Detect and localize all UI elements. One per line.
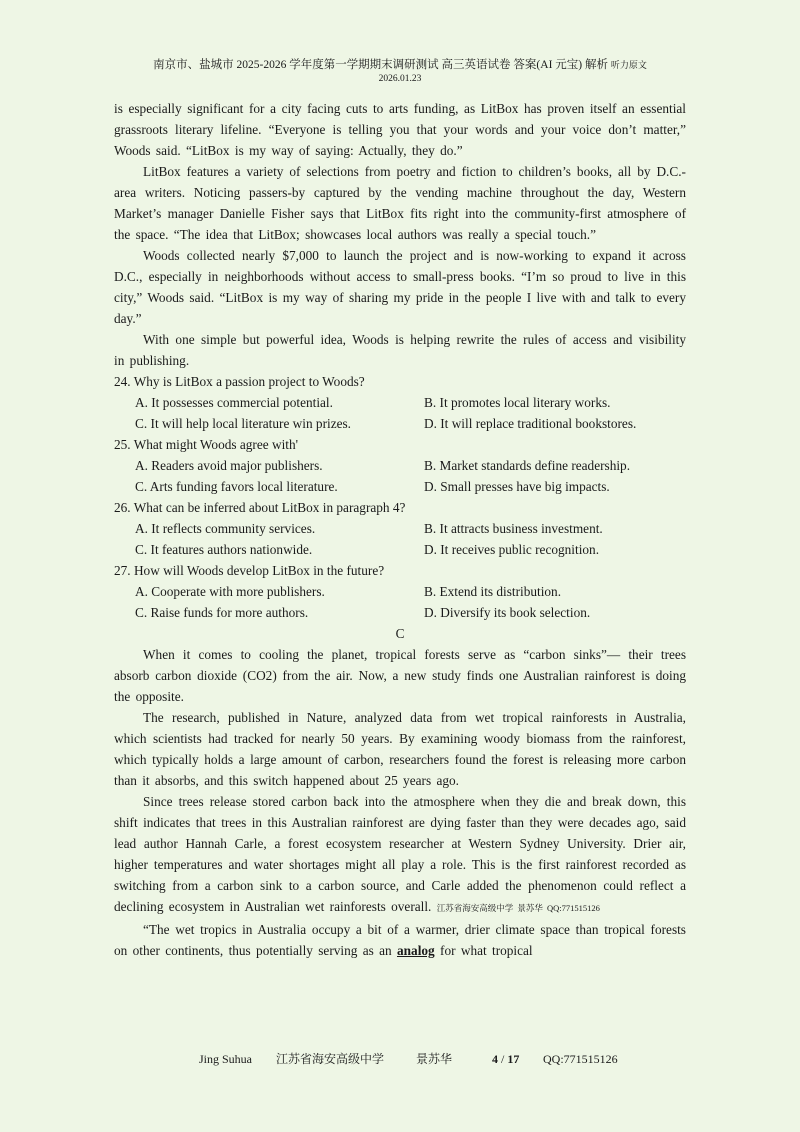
option-row: [114, 581, 686, 602]
question-27: [114, 560, 686, 623]
option-c: C. It features authors nationwide.: [135, 542, 313, 557]
option-b: B. Market standards define readership.: [424, 458, 631, 473]
option-a: A. It reflects community services.: [135, 521, 316, 536]
option-c: C. It will help local literature win prizes.: [135, 416, 352, 431]
page-separator: /: [501, 1052, 505, 1066]
paragraph: [114, 919, 686, 961]
option-c: C. Arts funding favors local literature.: [135, 479, 338, 494]
page-total: 17: [507, 1052, 520, 1066]
question-24: [114, 371, 686, 434]
page-number: [492, 1052, 519, 1066]
page-content: [114, 98, 686, 961]
option-row: [114, 476, 686, 497]
header-date: 2026.01.23: [378, 74, 422, 84]
footer-school: 江苏省海安高级中学: [276, 1052, 385, 1066]
question-stem: 26. What can be inferred about LitBox in paragraph 4?: [114, 500, 406, 515]
section-label: C: [395, 626, 405, 641]
question-25: [114, 434, 686, 497]
paragraph: The research, published in Nature, analyzed data from wet tropical rainforests in Australia, which scientists had tracked for nearly 50 years. By examining woody biomass from the rainforest, which typically holds a large amount of carbon, researchers found the forest is releasing more carbon than it absorbs, and this switch happened about 25 years ago.: [114, 710, 686, 788]
header-title: 南京市、盐城市 2025-2026 学年度第一学期期末调研测试 高三英语试卷 答案(AI 元宝) 解析: [153, 59, 608, 71]
page-header: [0, 58, 800, 86]
option-d: D. Small presses have big impacts.: [424, 479, 610, 494]
question-26: [114, 497, 686, 560]
paragraph: is especially significant for a city facing cuts to arts funding, as LitBox has proven itself an essential grassroots literary lifeline. “Everyone is telling you that your words and your voice don’t matter,” Woods said. “LitBox is my way of saying: Actually, they do.”: [114, 101, 686, 158]
option-b: B. Extend its distribution.: [424, 584, 562, 599]
footer-name-cn: 景苏华: [416, 1052, 453, 1066]
option-a: A. Readers avoid major publishers.: [135, 458, 323, 473]
option-d: D. It receives public recognition.: [424, 542, 600, 557]
paragraph: Woods collected nearly $7,000 to launch the project and is now-working to expand it across D.C., especially in neighborhoods without access to small-press books. “I’m so proud to live in this city,” Woods said. “LitBox is my way of sharing my pride in the people I live with and talk to every day.”: [114, 248, 686, 326]
paragraph-text: for what tropical: [440, 943, 533, 958]
option-a: A. It possesses commercial potential.: [135, 395, 333, 410]
footer-author: Jing Suhua: [199, 1052, 253, 1066]
option-row: [114, 518, 686, 539]
option-row: [114, 413, 686, 434]
option-row: [114, 392, 686, 413]
option-b: B. It attracts business investment.: [424, 521, 603, 536]
header-title-line: [0, 58, 800, 72]
page-current: 4: [492, 1052, 498, 1066]
paragraph: [114, 791, 686, 919]
option-d: D. Diversify its book selection.: [424, 605, 591, 620]
footer-qq: QQ:771515126: [543, 1052, 618, 1066]
option-row: [114, 539, 686, 560]
option-d: D. It will replace traditional bookstores.: [424, 416, 637, 431]
question-stem: 24. Why is LitBox a passion project to Woods?: [114, 374, 365, 389]
paragraph: With one simple but powerful idea, Woods is helping rewrite the rules of access and visibility in publishing.: [114, 332, 686, 368]
watermark-note: 江苏省海安高级中学 景苏华 QQ:771515126: [436, 903, 600, 913]
paragraph-text: “The wet tropics in Australia occupy a bit of a warmer, drier climate space than tropical forests on other continents, thus potentially serving as an: [114, 922, 686, 958]
header-title-small: 听力原文: [610, 60, 647, 70]
option-b: B. It promotes local literary works.: [424, 395, 611, 410]
paragraph: When it comes to cooling the planet, tropical forests serve as “carbon sinks”— their trees absorb carbon dioxide (CO2) from the air. Now, a new study finds one Australian rainforest is doing the opposite.: [114, 647, 686, 704]
question-stem: 25. What might Woods agree with': [114, 437, 299, 452]
paragraph: LitBox features a variety of selections from poetry and fiction to children’s books, all by D.C.-area writers. Noticing passers-by captured by the vending machine throughout the day, Western Market’s manager Danielle Fisher says that LitBox fits right into the community-first atmosphere of the space. “The idea that LitBox; showcases local authors was really a special touch.”: [114, 164, 686, 242]
paragraph-text: Since trees release stored carbon back into the atmosphere when they die and break down, this shift indicates that trees in this Australian rainforest are dying faster than they were decades ago, said lead author Hannah Carle, a forest ecosystem researcher at Western Sydney University. Drier air, higher temperatures and water shortages might all play a role. This is the first rainforest recorded as switching from a carbon sink to a carbon source, and Carle added the phenomenon could reflect a declining ecosystem in Australian wet rainforests overall.: [114, 794, 686, 914]
option-row: [114, 455, 686, 476]
question-stem: 27. How will Woods develop LitBox in the future?: [114, 563, 385, 578]
keyword-analog: analog: [397, 943, 435, 958]
option-row: [114, 602, 686, 623]
option-a: A. Cooperate with more publishers.: [135, 584, 325, 599]
option-c: C. Raise funds for more authors.: [135, 605, 309, 620]
